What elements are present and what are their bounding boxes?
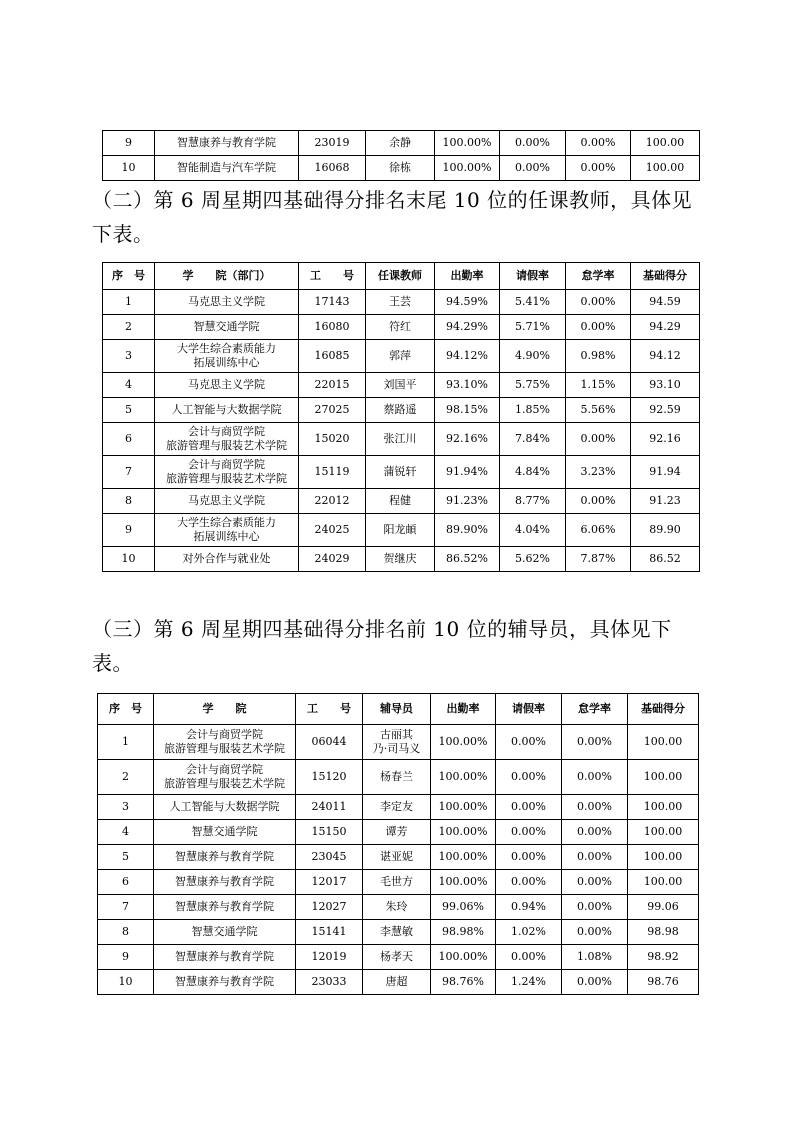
counselor-table-header bbox=[98, 694, 699, 725]
cell-truancy-rate: 0.00% bbox=[562, 845, 628, 870]
cell-staff-id: 24011 bbox=[296, 795, 363, 820]
cell-staff-id: 12017 bbox=[296, 870, 363, 895]
cell-rank: 4 bbox=[103, 373, 155, 398]
cell-college: 马克思主义学院 bbox=[155, 373, 299, 398]
cell-staff-id: 22012 bbox=[299, 489, 366, 514]
cell-base-score: 92.59 bbox=[631, 398, 700, 423]
cell-truancy-rate: 0.00% bbox=[566, 131, 631, 156]
header-truancy-rate: 怠学率 bbox=[566, 263, 631, 290]
cell-truancy-rate: 1.15% bbox=[566, 373, 631, 398]
table-row bbox=[103, 315, 700, 340]
section3-heading: （三）第 6 周星期四基础得分排名前 10 位的辅导员，具体见下表。 bbox=[92, 617, 672, 675]
cell-leave-rate: 4.04% bbox=[500, 514, 566, 547]
cell-leave-rate: 0.00% bbox=[500, 131, 566, 156]
cell-name: 唐超 bbox=[363, 970, 431, 995]
cell-base-score: 100.00 bbox=[628, 845, 699, 870]
header-leave-rate: 请假率 bbox=[496, 694, 562, 725]
cell-base-score: 100.00 bbox=[628, 795, 699, 820]
table-row bbox=[98, 725, 699, 760]
cell-college: 会计与商贸学院 旅游管理与服装艺术学院 bbox=[155, 423, 299, 456]
cell-truancy-rate: 5.56% bbox=[566, 398, 631, 423]
cell-base-score: 100.00 bbox=[631, 131, 700, 156]
cell-leave-rate: 0.00% bbox=[496, 945, 562, 970]
cell-name: 张江川 bbox=[366, 423, 435, 456]
cell-college: 会计与商贸学院 旅游管理与服装艺术学院 bbox=[155, 456, 299, 489]
cell-leave-rate: 7.84% bbox=[500, 423, 566, 456]
cell-attendance-rate: 94.29% bbox=[435, 315, 500, 340]
cell-attendance-rate: 86.52% bbox=[435, 547, 500, 572]
cell-name: 李定友 bbox=[363, 795, 431, 820]
header-attendance-rate: 出勤率 bbox=[431, 694, 496, 725]
cell-base-score: 100.00 bbox=[631, 156, 700, 181]
cell-truancy-rate: 0.00% bbox=[566, 489, 631, 514]
cell-leave-rate: 0.00% bbox=[496, 760, 562, 795]
cell-attendance-rate: 100.00% bbox=[431, 845, 496, 870]
cell-staff-id: 15150 bbox=[296, 820, 363, 845]
header-rank: 序 号 bbox=[103, 263, 155, 290]
cell-truancy-rate: 0.00% bbox=[562, 970, 628, 995]
cell-staff-id: 16080 bbox=[299, 315, 366, 340]
cell-college: 智慧康养与教育学院 bbox=[154, 945, 296, 970]
header-college: 学 院 bbox=[154, 694, 296, 725]
teacher-table-body bbox=[103, 290, 700, 572]
cell-college: 智慧康养与教育学院 bbox=[154, 895, 296, 920]
header-staff-id: 工 号 bbox=[299, 263, 366, 290]
cell-name: 古丽其 乃·司马义 bbox=[363, 725, 431, 760]
cell-staff-id: 24025 bbox=[299, 514, 366, 547]
table-row bbox=[98, 845, 699, 870]
cell-leave-rate: 0.00% bbox=[496, 820, 562, 845]
cell-name: 李慧敏 bbox=[363, 920, 431, 945]
cell-staff-id: 16068 bbox=[299, 156, 366, 181]
cell-attendance-rate: 100.00% bbox=[431, 795, 496, 820]
cell-staff-id: 15141 bbox=[296, 920, 363, 945]
cell-base-score: 86.52 bbox=[631, 547, 700, 572]
counselor-top-table bbox=[97, 693, 699, 995]
cell-attendance-rate: 100.00% bbox=[431, 725, 496, 760]
cell-name: 郭萍 bbox=[366, 340, 435, 373]
cell-base-score: 100.00 bbox=[628, 725, 699, 760]
cell-name: 毛世方 bbox=[363, 870, 431, 895]
cell-name: 符红 bbox=[366, 315, 435, 340]
cell-base-score: 98.76 bbox=[628, 970, 699, 995]
cell-truancy-rate: 1.08% bbox=[562, 945, 628, 970]
cell-rank: 10 bbox=[103, 547, 155, 572]
section2-heading: （二）第 6 周星期四基础得分排名末尾 10 位的任课教师，具体见下表。 bbox=[92, 188, 693, 246]
cell-staff-id: 27025 bbox=[299, 398, 366, 423]
cell-name: 杨春兰 bbox=[363, 760, 431, 795]
cell-college: 智慧康养与教育学院 bbox=[154, 970, 296, 995]
cell-staff-id: 15119 bbox=[299, 456, 366, 489]
header-college: 学 院（部门） bbox=[155, 263, 299, 290]
cell-truancy-rate: 0.98% bbox=[566, 340, 631, 373]
cell-college: 智慧交通学院 bbox=[154, 820, 296, 845]
cell-college: 对外合作与就业处 bbox=[155, 547, 299, 572]
cell-attendance-rate: 98.98% bbox=[431, 920, 496, 945]
cell-truancy-rate: 6.06% bbox=[566, 514, 631, 547]
cell-leave-rate: 5.71% bbox=[500, 315, 566, 340]
cell-attendance-rate: 100.00% bbox=[431, 820, 496, 845]
cell-rank: 7 bbox=[98, 895, 154, 920]
table-row bbox=[98, 895, 699, 920]
table-row bbox=[103, 514, 700, 547]
cell-name: 程健 bbox=[366, 489, 435, 514]
cell-name: 阳龙頔 bbox=[366, 514, 435, 547]
cell-truancy-rate: 0.00% bbox=[566, 423, 631, 456]
cell-staff-id: 22015 bbox=[299, 373, 366, 398]
cell-rank: 3 bbox=[98, 795, 154, 820]
cell-college: 大学生综合素质能力 拓展训练中心 bbox=[155, 340, 299, 373]
cell-leave-rate: 1.02% bbox=[496, 920, 562, 945]
table-row bbox=[103, 156, 700, 181]
cell-college: 人工智能与大数据学院 bbox=[155, 398, 299, 423]
cell-base-score: 94.29 bbox=[631, 315, 700, 340]
table-row bbox=[98, 760, 699, 795]
cell-staff-id: 16085 bbox=[299, 340, 366, 373]
header-truancy-rate: 怠学率 bbox=[562, 694, 628, 725]
cell-college: 智慧康养与教育学院 bbox=[155, 131, 299, 156]
cell-truancy-rate: 0.00% bbox=[566, 315, 631, 340]
cell-attendance-rate: 100.00% bbox=[431, 760, 496, 795]
cell-name: 徐栋 bbox=[366, 156, 435, 181]
table-row bbox=[98, 970, 699, 995]
cell-college: 大学生综合素质能力 拓展训练中心 bbox=[155, 514, 299, 547]
table-row bbox=[98, 920, 699, 945]
cell-truancy-rate: 0.00% bbox=[562, 870, 628, 895]
teacher-table-header bbox=[103, 263, 700, 290]
cell-rank: 8 bbox=[103, 489, 155, 514]
cell-attendance-rate: 100.00% bbox=[431, 870, 496, 895]
cell-college: 智慧康养与教育学院 bbox=[154, 870, 296, 895]
cell-staff-id: 12027 bbox=[296, 895, 363, 920]
header-name: 辅导员 bbox=[363, 694, 431, 725]
header-leave-rate: 请假率 bbox=[500, 263, 566, 290]
cell-college: 智慧交通学院 bbox=[154, 920, 296, 945]
cell-truancy-rate: 7.87% bbox=[566, 547, 631, 572]
cell-truancy-rate: 0.00% bbox=[562, 760, 628, 795]
counselor-table-body bbox=[98, 725, 699, 995]
cell-leave-rate: 5.62% bbox=[500, 547, 566, 572]
cell-name: 蒲锐轩 bbox=[366, 456, 435, 489]
cell-attendance-rate: 91.94% bbox=[435, 456, 500, 489]
table-row bbox=[103, 423, 700, 456]
cell-attendance-rate: 98.76% bbox=[431, 970, 496, 995]
cell-truancy-rate: 0.00% bbox=[562, 795, 628, 820]
cell-base-score: 91.94 bbox=[631, 456, 700, 489]
cell-attendance-rate: 89.90% bbox=[435, 514, 500, 547]
cell-leave-rate: 0.00% bbox=[496, 870, 562, 895]
cell-rank: 1 bbox=[103, 290, 155, 315]
top-table-body bbox=[103, 131, 700, 181]
cell-base-score: 100.00 bbox=[628, 820, 699, 845]
cell-leave-rate: 0.00% bbox=[496, 725, 562, 760]
cell-leave-rate: 0.94% bbox=[496, 895, 562, 920]
cell-base-score: 98.98 bbox=[628, 920, 699, 945]
cell-staff-id: 23019 bbox=[299, 131, 366, 156]
cell-rank: 9 bbox=[103, 514, 155, 547]
cell-name: 杨孝天 bbox=[363, 945, 431, 970]
cell-leave-rate: 5.75% bbox=[500, 373, 566, 398]
cell-name: 谌亚妮 bbox=[363, 845, 431, 870]
cell-base-score: 94.59 bbox=[631, 290, 700, 315]
cell-truancy-rate: 0.00% bbox=[562, 895, 628, 920]
table-row bbox=[103, 340, 700, 373]
cell-rank: 4 bbox=[98, 820, 154, 845]
cell-name: 王芸 bbox=[366, 290, 435, 315]
cell-base-score: 100.00 bbox=[628, 870, 699, 895]
cell-name: 贺继庆 bbox=[366, 547, 435, 572]
cell-staff-id: 06044 bbox=[296, 725, 363, 760]
cell-college: 智慧交通学院 bbox=[155, 315, 299, 340]
cell-truancy-rate: 0.00% bbox=[562, 820, 628, 845]
cell-leave-rate: 4.90% bbox=[500, 340, 566, 373]
cell-rank: 9 bbox=[103, 131, 155, 156]
cell-truancy-rate: 0.00% bbox=[566, 290, 631, 315]
cell-staff-id: 23045 bbox=[296, 845, 363, 870]
cell-leave-rate: 8.77% bbox=[500, 489, 566, 514]
cell-college: 马克思主义学院 bbox=[155, 290, 299, 315]
top-table bbox=[102, 130, 700, 181]
cell-leave-rate: 0.00% bbox=[500, 156, 566, 181]
cell-leave-rate: 4.84% bbox=[500, 456, 566, 489]
table-row bbox=[98, 795, 699, 820]
cell-leave-rate: 5.41% bbox=[500, 290, 566, 315]
cell-rank: 6 bbox=[103, 423, 155, 456]
cell-name: 谭芳 bbox=[363, 820, 431, 845]
cell-rank: 5 bbox=[103, 398, 155, 423]
teacher-bottom-table bbox=[102, 262, 700, 572]
cell-attendance-rate: 100.00% bbox=[435, 131, 500, 156]
table-row bbox=[103, 131, 700, 156]
cell-rank: 2 bbox=[103, 315, 155, 340]
cell-attendance-rate: 92.16% bbox=[435, 423, 500, 456]
table-row bbox=[103, 290, 700, 315]
cell-name: 朱玲 bbox=[363, 895, 431, 920]
cell-rank: 6 bbox=[98, 870, 154, 895]
cell-truancy-rate: 3.23% bbox=[566, 456, 631, 489]
table-row bbox=[103, 456, 700, 489]
cell-base-score: 93.10 bbox=[631, 373, 700, 398]
cell-staff-id: 24029 bbox=[299, 547, 366, 572]
cell-rank: 2 bbox=[98, 760, 154, 795]
table-row bbox=[98, 820, 699, 845]
cell-rank: 9 bbox=[98, 945, 154, 970]
cell-staff-id: 15120 bbox=[296, 760, 363, 795]
header-rank: 序 号 bbox=[98, 694, 154, 725]
header-base-score: 基础得分 bbox=[628, 694, 699, 725]
cell-rank: 8 bbox=[98, 920, 154, 945]
cell-attendance-rate: 91.23% bbox=[435, 489, 500, 514]
cell-base-score: 94.12 bbox=[631, 340, 700, 373]
cell-leave-rate: 1.85% bbox=[500, 398, 566, 423]
table-row bbox=[98, 945, 699, 970]
cell-staff-id: 23033 bbox=[296, 970, 363, 995]
header-base-score: 基础得分 bbox=[631, 263, 700, 290]
cell-rank: 1 bbox=[98, 725, 154, 760]
cell-college: 智能制造与汽车学院 bbox=[155, 156, 299, 181]
cell-college: 智慧康养与教育学院 bbox=[154, 845, 296, 870]
cell-attendance-rate: 100.00% bbox=[431, 945, 496, 970]
cell-leave-rate: 0.00% bbox=[496, 795, 562, 820]
cell-base-score: 100.00 bbox=[628, 760, 699, 795]
cell-leave-rate: 0.00% bbox=[496, 845, 562, 870]
cell-attendance-rate: 100.00% bbox=[435, 156, 500, 181]
cell-college: 会计与商贸学院 旅游管理与服装艺术学院 bbox=[154, 760, 296, 795]
cell-truancy-rate: 0.00% bbox=[566, 156, 631, 181]
cell-rank: 10 bbox=[98, 970, 154, 995]
cell-college: 会计与商贸学院 旅游管理与服装艺术学院 bbox=[154, 725, 296, 760]
cell-college: 人工智能与大数据学院 bbox=[154, 795, 296, 820]
cell-rank: 7 bbox=[103, 456, 155, 489]
cell-base-score: 91.23 bbox=[631, 489, 700, 514]
cell-attendance-rate: 93.10% bbox=[435, 373, 500, 398]
cell-base-score: 98.92 bbox=[628, 945, 699, 970]
cell-base-score: 99.06 bbox=[628, 895, 699, 920]
cell-name: 蔡路遥 bbox=[366, 398, 435, 423]
cell-truancy-rate: 0.00% bbox=[562, 725, 628, 760]
cell-leave-rate: 1.24% bbox=[496, 970, 562, 995]
cell-staff-id: 17143 bbox=[299, 290, 366, 315]
cell-base-score: 92.16 bbox=[631, 423, 700, 456]
cell-name: 余静 bbox=[366, 131, 435, 156]
header-staff-id: 工 号 bbox=[296, 694, 363, 725]
cell-attendance-rate: 98.15% bbox=[435, 398, 500, 423]
cell-attendance-rate: 99.06% bbox=[431, 895, 496, 920]
table-row bbox=[103, 547, 700, 572]
header-attendance-rate: 出勤率 bbox=[435, 263, 500, 290]
table-row bbox=[103, 373, 700, 398]
cell-attendance-rate: 94.12% bbox=[435, 340, 500, 373]
cell-rank: 3 bbox=[103, 340, 155, 373]
cell-staff-id: 15020 bbox=[299, 423, 366, 456]
cell-name: 刘国平 bbox=[366, 373, 435, 398]
cell-college: 马克思主义学院 bbox=[155, 489, 299, 514]
table-row bbox=[98, 870, 699, 895]
table-row bbox=[103, 489, 700, 514]
table-row bbox=[103, 398, 700, 423]
cell-rank: 5 bbox=[98, 845, 154, 870]
cell-staff-id: 12019 bbox=[296, 945, 363, 970]
cell-rank: 10 bbox=[103, 156, 155, 181]
cell-truancy-rate: 0.00% bbox=[562, 920, 628, 945]
header-name: 任课教师 bbox=[366, 263, 435, 290]
cell-attendance-rate: 94.59% bbox=[435, 290, 500, 315]
cell-base-score: 89.90 bbox=[631, 514, 700, 547]
